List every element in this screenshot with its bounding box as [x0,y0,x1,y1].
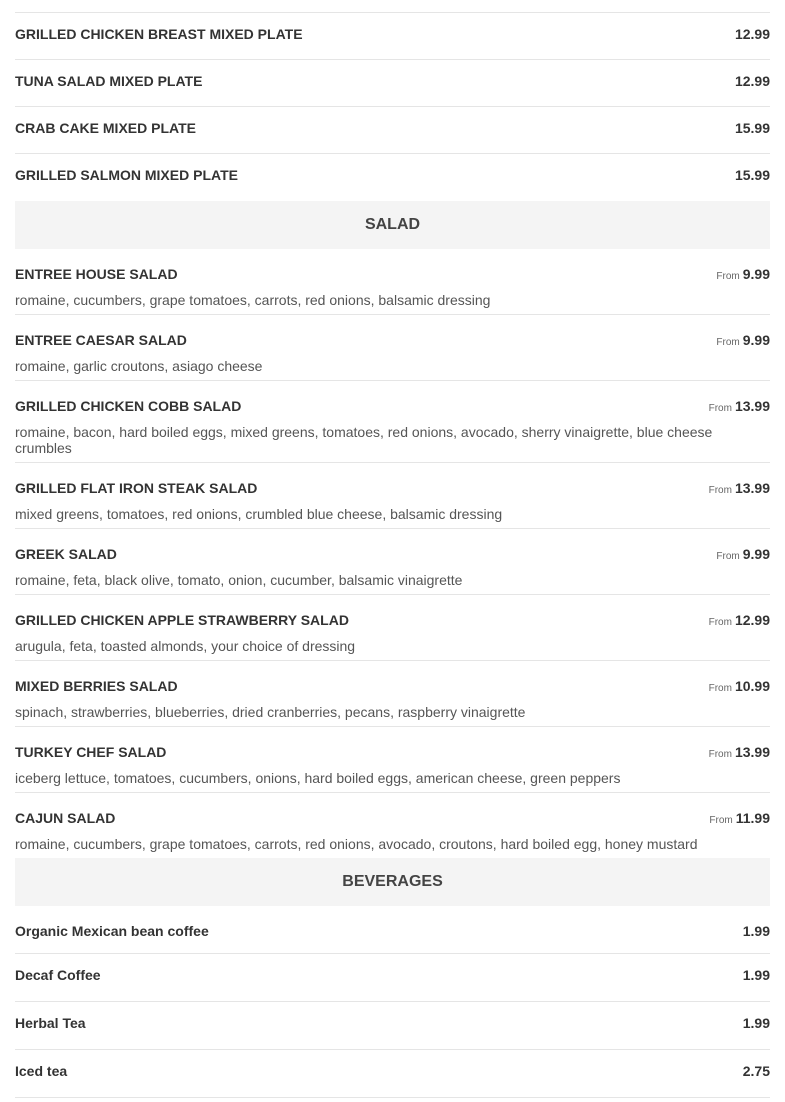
item-name: Organic Mexican bean coffee [15,923,209,939]
item-price: 2.75 [742,1063,770,1079]
menu-item[interactable] [15,463,770,529]
price-value: 9.99 [742,266,770,282]
from-label: From [716,551,740,562]
item-name: TUNA SALAD MIXED PLATE [15,73,203,89]
item-price: 12.99 [734,73,770,89]
item-price [709,398,770,417]
from-label: From [716,337,740,348]
menu-item[interactable] [15,107,770,154]
menu-item[interactable] [15,1050,770,1098]
from-label: From [708,617,732,628]
item-description: romaine, cucumbers, grape tomatoes, carrots, red onions, avocado, croutons, hard boiled egg, honey mustard [15,836,698,852]
from-label: From [708,683,732,694]
section-header-salad: SALAD [15,201,770,249]
item-name: ENTREE HOUSE SALAD [15,266,178,282]
item-name: TURKEY CHEF SALAD [15,744,167,760]
price-value: 13.99 [734,398,770,414]
from-label: From [709,815,733,826]
price-value: 11.99 [735,810,770,826]
item-description: mixed greens, tomatoes, red onions, crumbled blue cheese, balsamic dressing [15,506,503,522]
item-price: 1.99 [742,1015,770,1031]
item-price [709,612,770,631]
item-name: MIXED BERRIES SALAD [15,678,178,694]
menu-item[interactable] [15,60,770,107]
item-price [716,546,770,565]
item-description: romaine, bacon, hard boiled eggs, mixed greens, tomatoes, red onions, avocado, sherry vinaigrette, blue cheese crumbles [15,424,713,456]
menu-list [15,0,770,1098]
item-name: Decaf Coffee [15,967,101,983]
from-label: From [708,403,732,414]
item-name: Iced tea [15,1063,68,1079]
item-price: 1.99 [742,967,770,983]
item-description: iceberg lettuce, tomatoes, cucumbers, onions, hard boiled eggs, american cheese, green peppers [15,770,621,786]
item-price: 12.99 [734,26,770,42]
item-price [716,332,770,351]
item-price [709,480,770,499]
menu-item[interactable] [15,529,770,595]
item-price [709,744,770,763]
item-description: romaine, feta, black olive, tomato, onion, cucumber, balsamic vinaigrette [15,572,463,588]
item-description: spinach, strawberries, blueberries, dried cranberries, pecans, raspberry vinaigrette [15,704,526,720]
menu-item[interactable] [15,595,770,661]
price-value: 9.99 [742,332,770,348]
price-value: 9.99 [742,546,770,562]
item-name: GRILLED SALMON MIXED PLATE [15,167,238,183]
item-name: GREEK SALAD [15,546,117,562]
price-value: 10.99 [734,678,770,694]
item-price [709,810,770,829]
from-label: From [708,749,732,760]
item-name: CRAB CAKE MIXED PLATE [15,120,196,136]
menu-item[interactable] [15,315,770,381]
menu-item[interactable] [15,13,770,60]
item-description: arugula, feta, toasted almonds, your choice of dressing [15,638,356,654]
item-description: romaine, garlic croutons, asiago cheese [15,358,263,374]
item-name: Herbal Tea [15,1015,86,1031]
menu-item[interactable] [15,661,770,727]
menu-item[interactable] [15,793,770,858]
menu-item[interactable] [15,249,770,315]
item-price [716,266,770,285]
item-name: ENTREE CAESAR SALAD [15,332,187,348]
item-price [709,678,770,697]
item-price: 15.99 [734,167,770,183]
item-name: CAJUN SALAD [15,810,116,826]
item-price: 15.99 [734,120,770,136]
menu-item[interactable] [15,727,770,793]
section-header-beverages: BEVERAGES [15,858,770,906]
menu-item[interactable] [15,381,770,463]
from-label: From [716,271,740,282]
price-value: 13.99 [734,744,770,760]
item-description: romaine, cucumbers, grape tomatoes, carrots, red onions, balsamic dressing [15,292,491,308]
item-name: GRILLED CHICKEN BREAST MIXED PLATE [15,26,303,42]
menu-item[interactable] [15,154,770,201]
menu-item[interactable] [15,954,770,1002]
item-price: 1.99 [742,923,770,939]
price-value: 12.99 [734,612,770,628]
price-value: 13.99 [734,480,770,496]
item-name: GRILLED CHICKEN APPLE STRAWBERRY SALAD [15,612,349,628]
item-name: GRILLED CHICKEN COBB SALAD [15,398,242,414]
menu-item[interactable] [15,1002,770,1050]
menu-item[interactable] [15,906,770,954]
from-label: From [708,485,732,496]
item-name: GRILLED FLAT IRON STEAK SALAD [15,480,258,496]
